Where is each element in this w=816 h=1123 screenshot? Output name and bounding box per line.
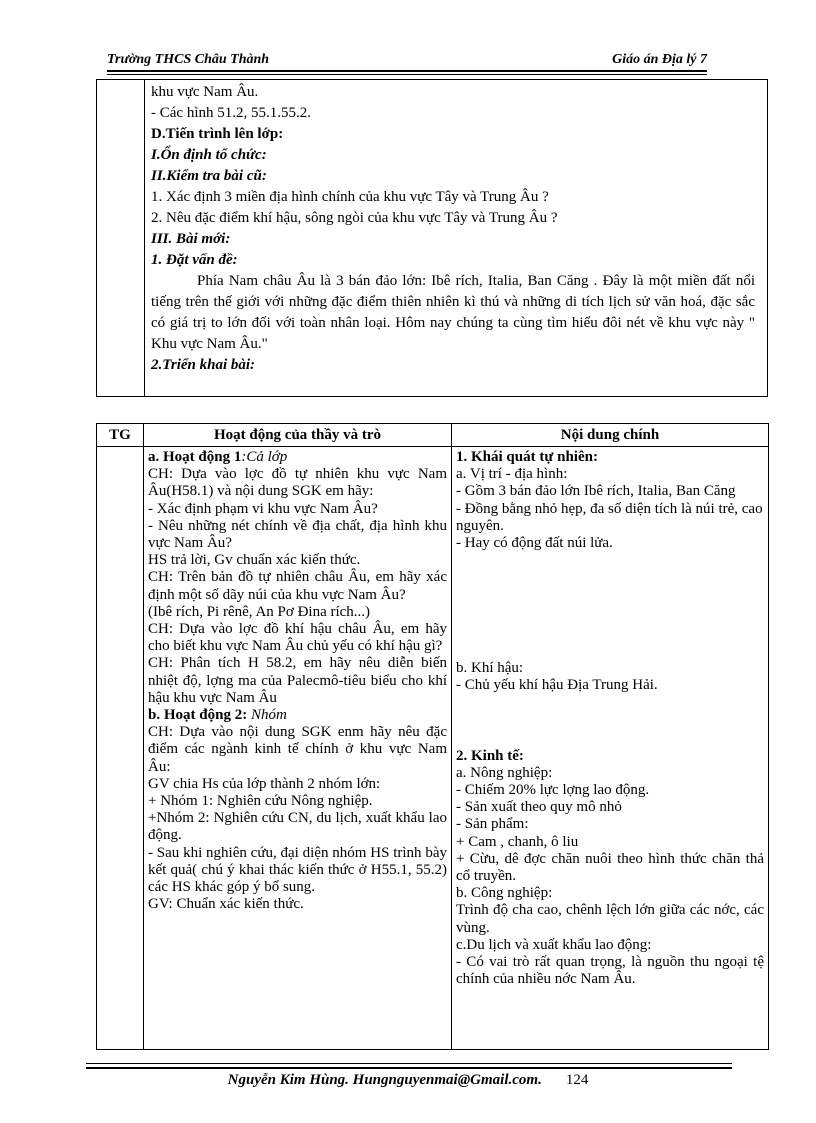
activities-cell	[144, 447, 452, 1050]
content-line: - Sản xuất theo quy mô nhỏ	[456, 799, 622, 816]
content-spacer	[456, 552, 764, 660]
content-line: - Chủ yếu khí hậu Địa Trung Hải.	[456, 677, 658, 694]
activity-2-title: b. Hoạt động 2: Nhóm	[148, 707, 287, 724]
activity-line: - Sau khi nghiên cứu, đại diện nhóm HS trình bày kết quả( chú ý khai thác kiến thức ở H55.1, 55.2) các HS khác góp ý bổ sung.	[148, 844, 447, 896]
lesson-table	[96, 423, 769, 1050]
header-activities: Hoạt động của thầy và trò	[144, 424, 452, 447]
tg-cell	[97, 447, 144, 1050]
header-content: Nội dung chính	[452, 424, 769, 447]
activity-line: GV: Chuẩn xác kiến thức.	[148, 896, 304, 913]
content-line: - Gồm 3 bán đảo lớn Ibê rích, Italia, Ban Căng	[456, 483, 736, 500]
content-line: + Cừu, dê đợc chăn nuôi theo hình thức chăn thả cổ truyền.	[456, 850, 764, 885]
content-line: - Hay có động đất núi lửa.	[456, 535, 613, 552]
content-line: b. Công nghiệp:	[456, 885, 553, 902]
activity-1-title: a. Hoạt động 1:Cả lớp	[148, 449, 288, 465]
intro-content	[151, 82, 755, 376]
content-line: c.Du lịch và xuất khẩu lao động:	[456, 936, 652, 953]
activity-line: CH: Trên bản đồ tự nhiên châu Âu, em hãy xác định một số dãy núi của khu vực Nam Âu?	[148, 569, 447, 603]
content-line: a. Nông nghiệp:	[456, 764, 553, 781]
heading-i: I.Ổn định tổ chức:	[151, 147, 267, 163]
question-2: 2. Nêu đặc điểm khí hậu, sông ngòi của khu vực Tây và Trung Âu ?	[151, 210, 558, 226]
activity-line: - Nêu những nét chính về địa chất, địa hình khu vực Nam Âu?	[148, 517, 447, 552]
activity-line: CH: Dựa vào lợc đồ tự nhiên khu vực Nam Âu(H58.1) và nội dung SGK em hãy:	[148, 466, 447, 500]
heading-iii: III. Bài mới:	[151, 231, 231, 247]
content-line: - Chiếm 20% lực lợng lao động.	[456, 782, 650, 799]
content-section-1-title: 1. Khái quát tự nhiên:	[456, 449, 598, 465]
header-tg: TG	[97, 424, 144, 447]
intro-paragraph: Phía Nam châu Âu là 3 bán đảo lớn: Ibê rích, Italia, Ban Căng . Đây là một miền đất nổi tiếng trên thế giới với những đặc điểm thiên nhiên kì thú và những di tích lịch sử văn hoá, đặc sắc có giá trị to lớn đối với toàn nhân loại. Hôm nay chúng ta cùng tìm hiểu đôi nét về khu vực này " Khu vực Nam Âu."	[151, 273, 755, 352]
heading-1: 1. Đặt vấn đề:	[151, 252, 238, 268]
activity-line: - Xác định phạm vi khu vực Nam Âu?	[148, 500, 378, 517]
content-line: a. Vị trí - địa hình:	[456, 466, 568, 483]
lesson-intro-box	[96, 79, 768, 397]
heading-2: 2.Triển khai bài:	[151, 357, 256, 373]
activity-line: HS trả lời, Gv chuẩn xác kiến thức.	[148, 552, 361, 569]
footer-author: Nguyễn Kim Hùng. Hungnguyenmai@Gmail.com.	[227, 1072, 542, 1088]
content-spacer	[456, 695, 764, 748]
table-row	[97, 447, 769, 1050]
content-line: - Đồng bằng nhỏ hẹp, đa số diện tích là núi trẻ, cao nguyên.	[456, 500, 763, 534]
content-line: Trình độ cha cao, chênh lệch lớn giữa các nớc, các vùng.	[456, 902, 764, 936]
heading-d: D.Tiến trình lên lớp:	[151, 126, 284, 142]
activity-line: CH: Dựa vào lợc đồ khí hậu châu Âu, em hãy cho biết khu vực Nam Âu chủ yếu có khí hậu gì?	[148, 621, 447, 655]
content-section-2-title: 2. Kinh tế:	[456, 747, 524, 764]
footer-rule-thin	[86, 1063, 732, 1064]
activity-line: + Nhóm 1: Nghiên cứu Nông nghiệp.	[148, 793, 373, 810]
page-header	[107, 50, 707, 70]
header-rule-thin	[107, 74, 707, 75]
content-cell	[452, 447, 769, 1050]
page-footer	[0, 1072, 816, 1089]
subject-title: Giáo án Địa lý 7	[612, 52, 707, 67]
activity-line: CH: Dựa vào nội dung SGK enm hãy nêu đặc điểm các ngành kinh tế chính ở khu vực Nam Âu:	[148, 724, 447, 775]
question-1: 1. Xác định 3 miền địa hình chính của khu vực Tây và Trung Âu ?	[151, 189, 549, 205]
activity-line: GV chia Hs của lớp thành 2 nhóm lớn:	[148, 775, 381, 792]
content-line: + Cam , chanh, ô liu	[456, 833, 579, 850]
intro-column-divider	[144, 80, 145, 396]
activity-line: (Ibê rích, Pi rênê, An Pơ Đina rích...)	[148, 603, 371, 620]
intro-line: khu vực Nam Âu.	[151, 84, 259, 100]
activity-line: +Nhóm 2: Nghiên cứu CN, du lịch, xuất khẩu lao động.	[148, 810, 447, 844]
intro-line: - Các hình 51.2, 55.1.55.2.	[151, 105, 311, 121]
school-name: Trường THCS Châu Thành	[107, 52, 270, 67]
header-rule-thick	[107, 70, 707, 72]
page-number: 124	[565, 1072, 589, 1088]
table-header-row	[97, 424, 769, 447]
activity-line: CH: Phân tích H 58.2, em hãy nêu diễn biến nhiệt độ, lợng ma của Palecmô-tiêu biểu cho khí hậu khu vực Nam Âu	[148, 655, 447, 706]
content-line: - Có vai trò rất quan trọng, là nguồn thu ngoại tệ chính của nhiều nớc Nam Âu.	[456, 954, 764, 988]
footer-rule-thick	[86, 1067, 732, 1069]
content-line: - Sản phẩm:	[456, 816, 529, 833]
content-line: b. Khí hậu:	[456, 660, 524, 677]
heading-ii: II.Kiểm tra bài cũ:	[151, 168, 267, 184]
